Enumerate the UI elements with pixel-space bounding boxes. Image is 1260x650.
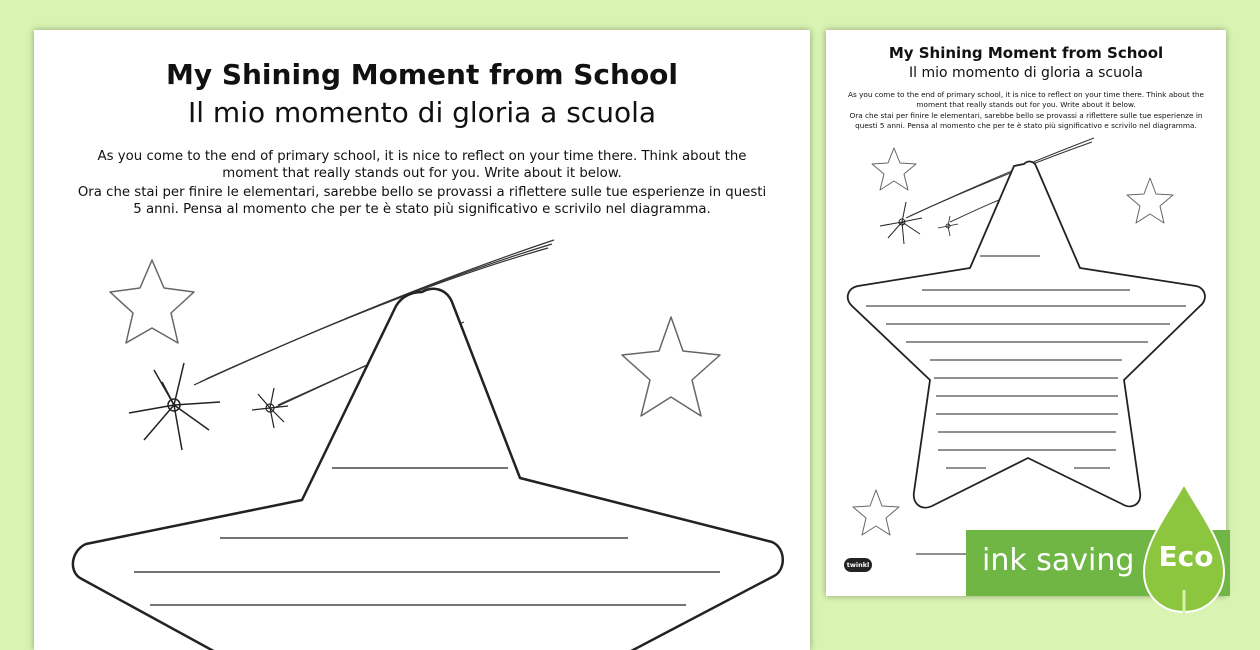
instructions-english: As you come to the end of primary school, it is nice to reflect on your time there. Think about the moment that really stands out for you. Write about it below. — [97, 149, 747, 181]
outline-star-icon — [853, 490, 899, 535]
outline-star-icon — [110, 260, 194, 343]
eco-label: Eco — [1158, 540, 1214, 573]
worksheet-preview-large — [34, 30, 810, 650]
worksheet-title-english: My Shining Moment from School — [165, 58, 679, 91]
star-writing-frame-illustration — [34, 30, 810, 650]
worksheet-title-english: My Shining Moment from School — [888, 44, 1164, 62]
writing-star-outline — [848, 162, 1205, 508]
ink-saving-label: ink saving — [982, 543, 1135, 578]
outline-star-icon — [1127, 178, 1173, 223]
sparkle-burst-icon — [880, 202, 922, 244]
writing-star-outline — [73, 289, 783, 650]
twinkl-logo: twinkl — [844, 558, 872, 572]
sparkle-burst-icon — [938, 216, 958, 236]
sparkle-burst-icon — [129, 363, 220, 450]
worksheet-title-italian: Il mio momento di gloria a scuola — [908, 65, 1143, 81]
outline-star-icon — [622, 317, 720, 416]
instructions-italian: Ora che stai per finire le elementari, sarebbe bello se provassi a riflettere sulle tue esperienze in questi 5 anni. Pensa al momento che per te è stato più significativo e scrivilo nel diagramma. — [849, 111, 1203, 130]
outline-star-icon — [872, 148, 916, 190]
worksheet-title-italian: Il mio momento di gloria a scuola — [187, 96, 657, 129]
sparkle-burst-icon — [252, 388, 288, 428]
instructions-english: As you come to the end of primary school, it is nice to reflect on your time there. Think about the moment that really stands out for you. Write about it below. — [847, 90, 1205, 109]
instructions-italian: Ora che stai per finire le elementari, sarebbe bello se provassi a riflettere sulle tue esperienze in questi 5 anni. Pensa al momento che per te è stato più significativo e scrivilo nel diagramma. — [77, 185, 767, 217]
